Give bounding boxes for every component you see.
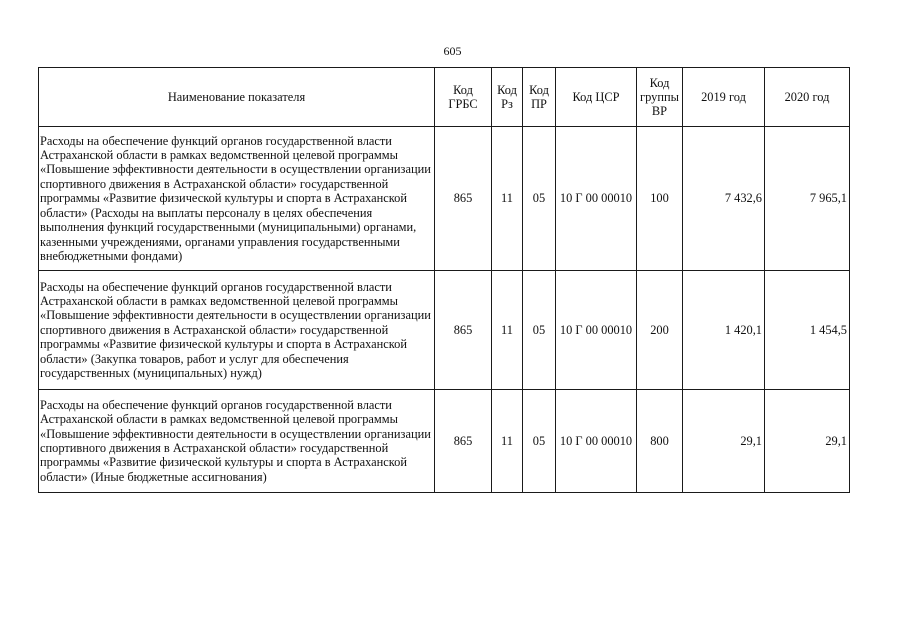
- row-2020: 29,1: [765, 390, 850, 493]
- header-csr: Код ЦСР: [556, 68, 637, 127]
- row-pr: 05: [523, 390, 556, 493]
- row-grbs: 865: [435, 390, 492, 493]
- row-name: Расходы на обеспечение функций органов государственной власти Астраханской области в рамках ведомственной целевой программы «Повышение эффективности деятельности в осуществлении организации спортивного движения в Астраханской области» государственной программы «Развитие физической культуры и спорта в Астраханской области» (Закупка товаров, работ и услуг для обеспечения государственных (муниципальных) нужд): [39, 271, 435, 390]
- header-2020: 2020 год: [765, 68, 850, 127]
- header-grbs: Код ГРБС: [435, 68, 492, 127]
- page-number: 605: [443, 44, 462, 58]
- row-csr: 10 Г 00 00010: [556, 390, 637, 493]
- table-header-row: [39, 68, 850, 127]
- row-csr: 10 Г 00 00010: [556, 127, 637, 271]
- row-pr: 05: [523, 127, 556, 271]
- table-row: [39, 271, 850, 390]
- row-grbs: 865: [435, 127, 492, 271]
- row-2019: 29,1: [683, 390, 765, 493]
- row-csr: 10 Г 00 00010: [556, 271, 637, 390]
- row-grbs: 865: [435, 271, 492, 390]
- header-rz: Код Рз: [492, 68, 523, 127]
- row-vr: 200: [637, 271, 683, 390]
- header-vr: Код группы ВР: [637, 68, 683, 127]
- row-2020: 7 965,1: [765, 127, 850, 271]
- budget-table: [38, 67, 850, 493]
- row-rz: 11: [492, 127, 523, 271]
- header-name: Наименование показателя: [39, 68, 435, 127]
- row-2019: 1 420,1: [683, 271, 765, 390]
- row-vr: 100: [637, 127, 683, 271]
- row-2019: 7 432,6: [683, 127, 765, 271]
- header-2019: 2019 год: [683, 68, 765, 127]
- row-name: Расходы на обеспечение функций органов государственной власти Астраханской области в рамках ведомственной целевой программы «Повышение эффективности деятельности в осуществлении организации спортивного движения в Астраханской области» государственной программы «Развитие физической культуры и спорта в Астраханской области» (Расходы на выплаты персоналу в целях обеспечения выполнения функций государственными (муниципальными) органами, казенными учреждениями, органами управления государственными внебюджетными фондами): [39, 127, 435, 271]
- table-row: [39, 127, 850, 271]
- row-name: Расходы на обеспечение функций органов государственной власти Астраханской области в рамках ведомственной целевой программы «Повышение эффективности деятельности в осуществлении организации спортивного движения в Астраханской области» государственной программы «Развитие физической культуры и спорта в Астраханской области» (Иные бюджетные ассигнования): [39, 390, 435, 493]
- row-2020: 1 454,5: [765, 271, 850, 390]
- row-vr: 800: [637, 390, 683, 493]
- row-pr: 05: [523, 271, 556, 390]
- row-rz: 11: [492, 390, 523, 493]
- row-rz: 11: [492, 271, 523, 390]
- header-pr: Код ПР: [523, 68, 556, 127]
- table-row: [39, 390, 850, 493]
